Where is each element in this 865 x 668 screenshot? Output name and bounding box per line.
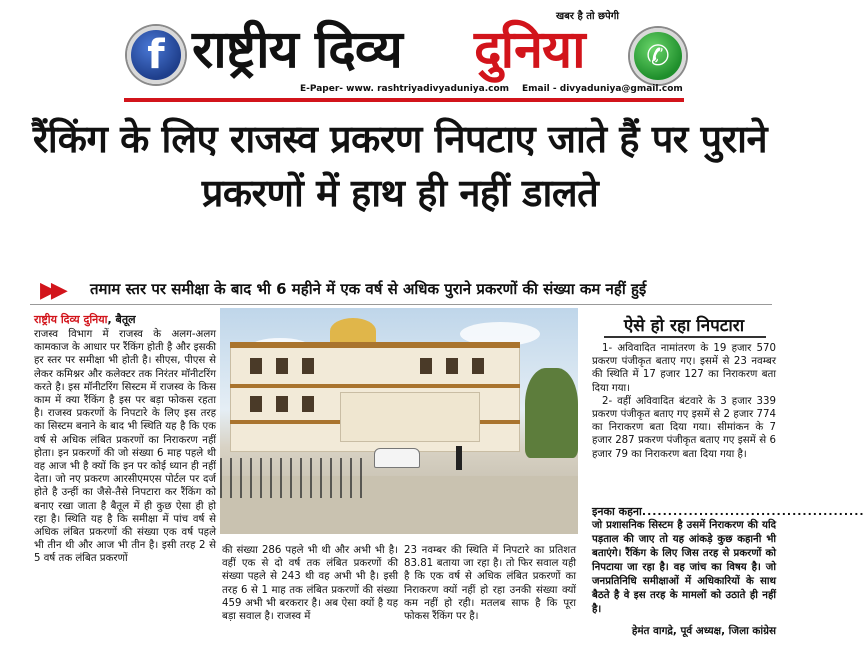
byline	[34, 312, 136, 327]
sidebar-point-1: 1- अविवादित नामांतरण के 19 हजार 570 प्रकरण पंजीकृत बताए गए। इसमें से 23 नवम्बर की स्थिति में 17 हजार 127 का निराकरण बता दिया गया।	[592, 343, 776, 394]
epaper-url: E-Paper- www. rashtriyadivyaduniya.com	[300, 84, 510, 94]
sidebar-text	[592, 342, 776, 494]
car	[374, 448, 420, 468]
quote-label-dots: ...........................................	[641, 505, 865, 518]
quote-text: जो प्रशासनिक सिस्टम है उसमें निराकरण की यदि पड़ताल की जाए तो यह आंकड़े कुछ कहानी भी बताएंगे। रैंकिंग के लिए जिस तरह से प्रकरणों को निपटाया जा रहा है। वह जांच का विषय है। जो जनप्रतिनिधि समीक्षाओं में अधिकारियों के साथ बैठते है वे इस तरह के मामलों को उठाते ही नहीं है।	[592, 520, 776, 615]
brand-name-black: राष्ट्रीय दिव्य	[192, 20, 402, 80]
fence	[220, 458, 370, 498]
tagline: खबर है तो छपेगी	[556, 11, 619, 22]
quote-label	[592, 504, 865, 519]
subheadline-rule	[30, 304, 772, 305]
sidebar-point-2: 2- वहीं अविवादित बंटवारे के 3 हजार 339 प्रकरण पंजीकृत बताए गए इसमें से 2 हजार 774 का निराकरण बता दिया गया। सीमांकन के 7 हजार 287 प्रकरण पंजीकृत बताए गए इसमें से 6 हजार 79 का निराकरण बता दिया गया है।	[592, 395, 776, 460]
masthead	[0, 0, 800, 104]
arrows-icon: ▶▶	[40, 278, 62, 303]
quote-attribution: हेमंत वागद्रे, पूर्व अध्यक्ष, जिला कांग्रेस	[631, 625, 776, 637]
whatsapp-icon: ✆	[630, 28, 686, 84]
masthead-rule	[124, 98, 684, 102]
tree	[525, 368, 578, 458]
byline-source: राष्ट्रीय दिव्य दुनिया	[34, 313, 108, 326]
sidebar-rule	[604, 336, 766, 338]
byline-place: , बैतूल	[107, 313, 136, 326]
email-address: Email - divyaduniya@gmail.com	[522, 84, 683, 94]
sidebar-title: ऐसे हो रहा निपटारा	[623, 316, 745, 336]
person	[456, 446, 462, 470]
headline: रैंकिंग के लिए राजस्व प्रकरण निपटाए जाते हैं पर पुराने प्रकरणों में हाथ ही नहीं डालते	[32, 117, 768, 215]
article-column-1: राजस्व विभाग में राजस्व के अलग-अलग कामकाज के आधार पर रैंकिंग होती है और इसकी हर स्तर पर समीक्षा भी होती है। सीएस, पीएस से लेकर कमिश्नर और कलेक्टर तक निरंतर मॉनीटरिंग करते है। इस मॉनीटरिंग सिस्टम में राजस्व के किस काम में क्या रैंकिंग है इस पर बड़ा फोकस रहता है। राजस्व प्रकरणों के निपटारे के लिए इस तरह का सिस्टम बनाने के बाद भी स्थिति यह है कि एक वर्ष से अधिक लंबित प्रकरणों का निराकरण नहीं होता। इन प्रकरणों की जो संख्या 6 माह पहले थी वह आज भी है क्यों कि इन पर कोई ध्यान ही नहीं देता। जो नए प्रकरण आरसीएमएस पोर्टल पर दर्ज होते है उन्हीं का जैसे-तैसे निपटारा कर रैंकिंग को बनाए रखा जाता है बैतूल में ही कुछ ऐसा ही हो रहा है। स्थिति यह है कि समीक्षा में पांच वर्ष से अधिक लंबित प्रकरणों की संख्या एक वर्ष पहले भी तीन थी और आज भी तीन है। इसी तरह 2 से 5 वर्ष तक लंबित प्रकरणों	[34, 329, 216, 565]
article-column-2: की संख्या 286 पहले भी थी और अभी भी है। वहीं एक से दो वर्ष तक लंबित प्रकरणों की संख्या पहले से 243 थी वह अभी भी है। इसी तरह 6 से 1 माह तक लंबित प्रकरणों की संख्या 459 अभी भी बरकरार है। अब ऐसा क्यों है यह बड़ा सवाल है। राजस्व में	[222, 545, 398, 623]
facebook-icon: f	[127, 26, 185, 84]
brand-name-red: दुनिया	[474, 20, 585, 80]
building-photo	[220, 308, 578, 534]
article-column-3: 23 नवम्बर की स्थिति में निपटारे का प्रतिशत 83.81 बताया जा रहा है। तो फिर सवाल यही है कि एक वर्ष से अधिक लंबित प्रकरणों का निराकरण क्यों नहीं हो रहा उनकी संख्या क्यों कम नहीं हो रही। मतलब साफ है कि पूरा फोकस रैंकिंग पर है।	[404, 545, 576, 623]
subheadline: तमाम स्तर पर समीक्षा के बाद भी 6 महीने में एक वर्ष से अधिक पुराने प्रकरणों की संख्या कम नहीं हुई	[90, 280, 647, 298]
quote-label-text: इनका कहना	[592, 505, 642, 518]
